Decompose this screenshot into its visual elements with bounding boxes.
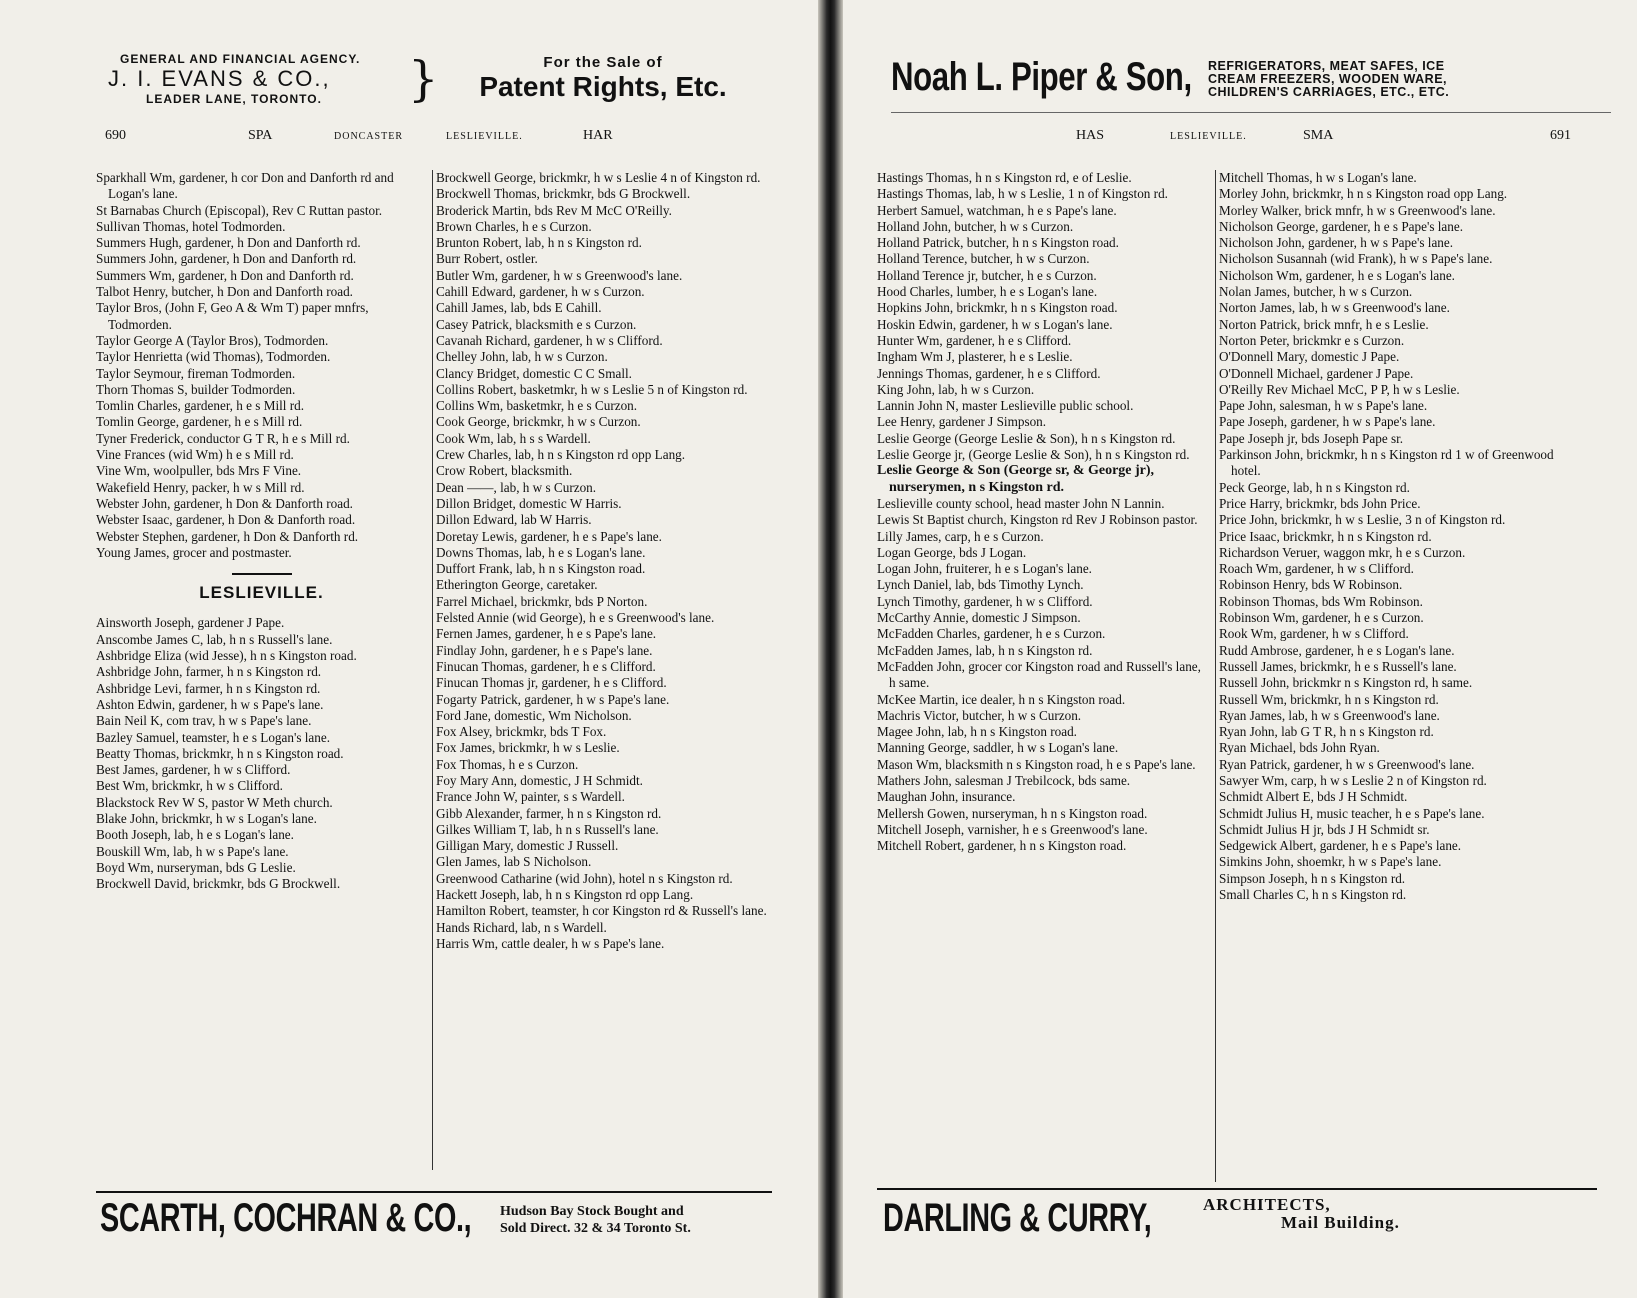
- directory-entry: Best James, gardener, h w s Clifford.: [96, 762, 291, 778]
- directory-list: [96, 170, 427, 561]
- directory-entry: Rudd Ambrose, gardener, h e s Logan's lane.: [1219, 642, 1455, 658]
- directory-entry: Holland Patrick, butcher, h n s Kingston road.: [877, 235, 1119, 251]
- directory-entry: Leslie George & Son (George sr, & George jr), nurserymen, n s Kingston rd.: [877, 463, 1155, 495]
- footer-rule: [96, 1191, 772, 1193]
- patent-rights-advertisement: [438, 54, 768, 103]
- directory-entry: Peck George, lab, h n s Kingston rd.: [1219, 479, 1410, 495]
- directory-entry: Manning George, saddler, h w s Logan's lane.: [877, 740, 1119, 756]
- directory-entry: Morley Walker, brick mnfr, h w s Greenwood's lane.: [1219, 202, 1496, 218]
- directory-entry: Felsted Annie (wid George), h e s Greenwood's lane.: [436, 610, 715, 626]
- directory-entry: Pape John, salesman, h w s Pape's lane.: [1219, 398, 1428, 414]
- directory-entry: Tomlin George, gardener, h e s Mill rd.: [96, 414, 303, 430]
- directory-entry: Magee John, lab, h n s Kingston road.: [877, 724, 1077, 740]
- directory-entry: Leslieville county school, head master John N Lannin.: [877, 495, 1165, 511]
- directory-entry: Morley John, brickmkr, h n s Kingston road opp Lang.: [1219, 186, 1508, 202]
- footer-firm-name: SCARTH, COCHRAN & CO.,: [100, 1196, 472, 1240]
- directory-entry: McCarthy Annie, domestic J Simpson.: [877, 610, 1081, 626]
- footer-tagline-line: ARCHITECTS,: [1203, 1195, 1331, 1214]
- directory-entry: Boyd Wm, nurseryman, bds G Leslie.: [96, 859, 296, 875]
- directory-entry: Schmidt Julius H jr, bds J H Schmidt sr.: [1219, 821, 1430, 837]
- directory-entry: Richardson Veruer, waggon mkr, h e s Curzon.: [1219, 544, 1466, 560]
- guide-word-start: HAS: [1076, 128, 1105, 143]
- directory-entry: St Barnabas Church (Episcopal), Rev C Ruttan pastor.: [96, 202, 383, 218]
- directory-entry: Hunter Wm, gardener, h e s Clifford.: [877, 332, 1072, 348]
- agency-title: GENERAL AND FINANCIAL AGENCY.: [120, 52, 361, 66]
- directory-entry: Fernen James, gardener, h e s Pape's lane.: [436, 626, 657, 642]
- directory-entry: Greenwood Catharine (wid John), hotel n s Kingston rd.: [436, 870, 733, 886]
- directory-entry: Logan George, bds J Logan.: [877, 544, 1027, 560]
- directory-entry: Price Isaac, brickmkr, h n s Kingston rd.: [1219, 528, 1432, 544]
- directory-entry: Schmidt Albert E, bds J H Schmidt.: [1219, 789, 1408, 805]
- left-page-column-2: [436, 170, 772, 952]
- directory-entry: Price John, brickmkr, h w s Leslie, 3 n of Kingston rd.: [1219, 512, 1506, 528]
- directory-entry: Russell Wm, brickmkr, h n s Kingston rd.: [1219, 691, 1439, 707]
- directory-entry: Downs Thomas, lab, h e s Logan's lane.: [436, 544, 646, 560]
- directory-entry: Ryan Patrick, gardener, h w s Greenwood's lane.: [1219, 756, 1475, 772]
- directory-entry: Logan John, fruiterer, h e s Logan's lane.: [877, 561, 1092, 577]
- directory-entry: Hastings Thomas, h n s Kingston rd, e of Leslie.: [877, 170, 1132, 185]
- directory-list: [96, 615, 427, 892]
- directory-entry: Hoskin Edwin, gardener, h w s Logan's lane.: [877, 316, 1113, 332]
- directory-entry: Lilly James, carp, h e s Curzon.: [877, 528, 1044, 544]
- directory-entry: Glen James, lab S Nicholson.: [436, 854, 592, 870]
- directory-entry: Herbert Samuel, watchman, h e s Pape's lane.: [877, 202, 1117, 218]
- directory-entry: Holland Terence jr, butcher, h e s Curzon.: [877, 267, 1097, 283]
- directory-entry: Parkinson John, brickmkr, h n s Kingston rd 1 w of Greenwood hotel.: [1219, 447, 1554, 479]
- directory-entry: Burr Robert, ostler.: [436, 251, 538, 267]
- piper-firm-name: Noah L. Piper & Son,: [891, 55, 1192, 99]
- directory-entry: Price Harry, brickmkr, bds John Price.: [1219, 495, 1421, 511]
- directory-entry: McFadden Charles, gardener, h e s Curzon.: [877, 626, 1106, 642]
- directory-entry: Schmidt Julius H, music teacher, h e s Pape's lane.: [1219, 805, 1485, 821]
- left-page-column-1: [96, 170, 427, 892]
- directory-entry: Lee Henry, gardener J Simpson.: [877, 414, 1047, 430]
- directory-entry: Collins Wm, basketmkr, h e s Curzon.: [436, 398, 638, 414]
- directory-entry: Finucan Thomas jr, gardener, h e s Clifford.: [436, 675, 667, 691]
- footer-rule: [877, 1188, 1597, 1190]
- directory-entry: Jennings Thomas, gardener, h e s Clifford.: [877, 365, 1101, 381]
- directory-entry: Cavanah Richard, gardener, h w s Clifford.: [436, 332, 663, 348]
- directory-entry: Chelley John, lab, h w s Curzon.: [436, 349, 608, 365]
- directory-entry: Webster Stephen, gardener, h Don & Danforth rd.: [96, 528, 359, 544]
- directory-entry: Hopkins John, brickmkr, h n s Kingston road.: [877, 300, 1118, 316]
- footer-tagline-line: Mail Building.: [1281, 1213, 1400, 1232]
- directory-entry: Maughan John, insurance.: [877, 789, 1016, 805]
- agency-address: LEADER LANE, TORONTO.: [146, 92, 322, 106]
- guide-word-start: SPA: [248, 128, 273, 143]
- piper-goods: [1208, 60, 1449, 99]
- footer-tagline-line: Sold Direct. 32 & 34 Toronto St.: [500, 1221, 691, 1236]
- directory-entry: Ingham Wm J, plasterer, h e s Leslie.: [877, 349, 1073, 365]
- directory-entry: Ryan John, lab G T R, h n s Kingston rd.: [1219, 724, 1434, 740]
- directory-entry: Taylor Bros, (John F, Geo A & Wm T) paper mnfrs, Todmorden.: [96, 300, 369, 332]
- directory-entry: Booth Joseph, lab, h e s Logan's lane.: [96, 827, 294, 843]
- directory-entry: Broderick Martin, bds Rev M McC O'Reilly.: [436, 202, 672, 218]
- directory-entry: Ryan Michael, bds John Ryan.: [1219, 740, 1380, 756]
- section-divider: [232, 573, 292, 575]
- footer-firm-name: DARLING & CURRY,: [883, 1196, 1152, 1240]
- directory-entry: Russell John, brickmkr n s Kingston rd, h same.: [1219, 675, 1473, 691]
- page-number: 690: [105, 128, 126, 143]
- directory-entry: Robinson Thomas, bds Wm Robinson.: [1219, 593, 1423, 609]
- directory-entry: Sullivan Thomas, hotel Todmorden.: [96, 218, 286, 234]
- directory-entry: Beatty Thomas, brickmkr, h n s Kingston road.: [96, 745, 344, 761]
- directory-entry: Hastings Thomas, lab, h w s Leslie, 1 n of Kingston rd.: [877, 186, 1168, 202]
- directory-entry: Butler Wm, gardener, h w s Greenwood's lane.: [436, 267, 683, 283]
- directory-entry: Pape Joseph jr, bds Joseph Pape sr.: [1219, 430, 1404, 446]
- directory-entry: Ainsworth Joseph, gardener J Pape.: [96, 615, 285, 631]
- directory-entry: Findlay John, gardener, h e s Pape's lane.: [436, 642, 653, 658]
- directory-entry: Anscombe James C, lab, h n s Russell's lane.: [96, 631, 333, 647]
- directory-entry: Finucan Thomas, gardener, h e s Clifford.: [436, 658, 656, 674]
- directory-entry: Roach Wm, gardener, h w s Clifford.: [1219, 561, 1414, 577]
- directory-entry: Norton Patrick, brick mnfr, h e s Leslie.: [1219, 316, 1429, 332]
- directory-entry: Small Charles C, h n s Kingston rd.: [1219, 887, 1407, 903]
- directory-entry: Nicholson John, gardener, h w s Pape's lane.: [1219, 235, 1454, 251]
- directory-entry: Mason Wm, blacksmith n s Kingston road, h e s Pape's lane.: [877, 756, 1196, 772]
- directory-entry: Bazley Samuel, teamster, h e s Logan's lane.: [96, 729, 331, 745]
- directory-entry: Ford Jane, domestic, Wm Nicholson.: [436, 707, 632, 723]
- column-divider: [1215, 170, 1216, 1182]
- directory-entry: Simkins John, shoemkr, h w s Pape's lane.: [1219, 854, 1442, 870]
- directory-entry: Best Wm, brickmkr, h w s Clifford.: [96, 778, 283, 794]
- directory-entry: Brockwell George, brickmkr, h w s Leslie 4 n of Kingston rd.: [436, 170, 761, 185]
- directory-entry: Sawyer Wm, carp, h w s Leslie 2 n of Kingston rd.: [1219, 772, 1487, 788]
- right-page: [843, 0, 1637, 1298]
- directory-entry: Cook George, brickmkr, h w s Curzon.: [436, 414, 641, 430]
- directory-entry: Leslie George jr, (George Leslie & Son), h n s Kingston rd.: [877, 447, 1190, 463]
- right-page-column-1: [877, 170, 1210, 854]
- directory-entry: Tomlin Charles, gardener, h e s Mill rd.: [96, 398, 305, 414]
- directory-entry: Collins Robert, basketmkr, h w s Leslie 5 n of Kingston rd.: [436, 381, 748, 397]
- directory-entry: Taylor Seymour, fireman Todmorden.: [96, 365, 296, 381]
- directory-entry: Vine Wm, woolpuller, bds Mrs F Vine.: [96, 463, 302, 479]
- directory-entry: Fogarty Patrick, gardener, h w s Pape's lane.: [436, 691, 670, 707]
- directory-entry: O'Donnell Mary, domestic J Pape.: [1219, 349, 1400, 365]
- directory-entry: Dillon Edward, lab W Harris.: [436, 512, 592, 528]
- directory-entry: Gilkes William T, lab, h n s Russell's lane.: [436, 821, 659, 837]
- running-head: [843, 128, 1637, 150]
- guide-locality: LESLIEVILLE.: [446, 131, 523, 142]
- directory-entry: Pape Joseph, gardener, h w s Pape's lane.: [1219, 414, 1436, 430]
- directory-entry: Gibb Alexander, farmer, h n s Kingston rd.: [436, 805, 662, 821]
- directory-entry: Lynch Timothy, gardener, h w s Clifford.: [877, 593, 1093, 609]
- footer-tagline: [1203, 1196, 1400, 1232]
- directory-entry: Blackstock Rev W S, pastor W Meth church.: [96, 794, 333, 810]
- directory-entry: O'Reilly Rev Michael McC, P P, h w s Leslie.: [1219, 381, 1460, 397]
- directory-entry: Farrel Michael, brickmkr, bds P Norton.: [436, 593, 648, 609]
- directory-entry: Harris Wm, cattle dealer, h w s Pape's lane.: [436, 935, 665, 951]
- header-rule: [891, 112, 1611, 113]
- directory-entry: Webster John, gardener, h Don & Danforth road.: [96, 495, 353, 511]
- sale-line: For the Sale of: [543, 54, 663, 71]
- directory-entry: McFadden James, lab, h n s Kingston rd.: [877, 642, 1093, 658]
- directory-entry: Mitchell Joseph, varnisher, h e s Greenwood's lane.: [877, 821, 1148, 837]
- directory-entry: Talbot Henry, butcher, h Don and Danforth road.: [96, 284, 353, 300]
- directory-entry: Blake John, brickmkr, h w s Logan's lane.: [96, 810, 317, 826]
- directory-entry: Foy Mary Ann, domestic, J H Schmidt.: [436, 772, 643, 788]
- book-gutter: [818, 0, 843, 1298]
- guide-word-end: HAR: [583, 128, 613, 143]
- directory-entry: Mathers John, salesman J Trebilcock, bds same.: [877, 772, 1131, 788]
- directory-entry: Norton Peter, brickmkr e s Curzon.: [1219, 332, 1405, 348]
- directory-entry: Ryan James, lab, h w s Greenwood's lane.: [1219, 707, 1440, 723]
- directory-entry: Sedgewick Albert, gardener, h e s Pape's lane.: [1219, 838, 1462, 854]
- footer-tagline: [500, 1203, 691, 1237]
- directory-entry: Mitchell Thomas, h w s Logan's lane.: [1219, 170, 1417, 185]
- directory-entry: Holland John, butcher, h w s Curzon.: [877, 218, 1074, 234]
- directory-entry: Clancy Bridget, domestic C C Small.: [436, 365, 632, 381]
- directory-entry: Russell James, brickmkr, h e s Russell's lane.: [1219, 658, 1457, 674]
- directory-entry: O'Donnell Michael, gardener J Pape.: [1219, 365, 1414, 381]
- piper-goods-line: REFRIGERATORS, MEAT SAFES, ICE: [1208, 59, 1445, 73]
- directory-entry: Cahill Edward, gardener, h w s Curzon.: [436, 284, 645, 300]
- directory-entry: McFadden John, grocer cor Kingston road and Russell's lane, h same.: [877, 658, 1201, 691]
- directory-entry: Hands Richard, lab, n s Wardell.: [436, 919, 607, 935]
- directory-entry: Hood Charles, lumber, h e s Logan's lane.: [877, 284, 1098, 300]
- directory-entry: Brown Charles, h e s Curzon.: [436, 218, 592, 234]
- column-divider: [432, 170, 433, 1170]
- directory-entry: Dillon Bridget, domestic W Harris.: [436, 495, 622, 511]
- directory-entry: Rook Wm, gardener, h w s Clifford.: [1219, 626, 1409, 642]
- left-page: [0, 0, 818, 1298]
- directory-entry: Vine Frances (wid Wm) h e s Mill rd.: [96, 447, 294, 463]
- piper-goods-line: CREAM FREEZERS, WOODEN WARE,: [1208, 72, 1448, 86]
- directory-entry: Ashbridge John, farmer, h n s Kingston rd.: [96, 664, 322, 680]
- directory-entry: Fox Thomas, h e s Curzon.: [436, 756, 579, 772]
- directory-entry: Nicholson Wm, gardener, h e s Logan's lane.: [1219, 267, 1455, 283]
- page-number: 691: [1550, 128, 1571, 143]
- directory-entry: Ashbridge Levi, farmer, h n s Kingston rd.: [96, 680, 321, 696]
- brace-ornament: }: [408, 51, 439, 107]
- directory-entry: Norton James, lab, h w s Greenwood's lane.: [1219, 300, 1450, 316]
- patent-rights-heading: Patent Rights, Etc.: [479, 71, 727, 102]
- directory-entry: Nicholson Susannah (wid Frank), h w s Pape's lane.: [1219, 251, 1493, 267]
- directory-entry: Mitchell Robert, gardener, h n s Kingston road.: [877, 838, 1127, 854]
- directory-entry: Hackett Joseph, lab, h n s Kingston rd opp Lang.: [436, 887, 694, 903]
- directory-entry: Holland Terence, butcher, h w s Curzon.: [877, 251, 1090, 267]
- running-head: [0, 128, 818, 150]
- directory-entry: Young James, grocer and postmaster.: [96, 544, 292, 560]
- directory-entry: Duffort Frank, lab, h n s Kingston road.: [436, 561, 646, 577]
- directory-entry: Nicholson George, gardener, h e s Pape's lane.: [1219, 218, 1464, 234]
- directory-entry: Ashbridge Eliza (wid Jesse), h n s Kingston road.: [96, 648, 357, 664]
- directory-entry: Lewis St Baptist church, Kingston rd Rev J Robinson pastor.: [877, 512, 1198, 528]
- directory-entry: Summers Wm, gardener, h Don and Danforth rd.: [96, 267, 354, 283]
- directory-entry: Machris Victor, butcher, h w s Curzon.: [877, 707, 1082, 723]
- directory-entry: McKee Martin, ice dealer, h n s Kingston road.: [877, 691, 1126, 707]
- directory-entry: Mellersh Gowen, nurseryman, h n s Kingston road.: [877, 805, 1148, 821]
- directory-entry: Bouskill Wm, lab, h w s Pape's lane.: [96, 843, 289, 859]
- directory-entry: Ashton Edwin, gardener, h w s Pape's lane.: [96, 696, 324, 712]
- guide-locality: DONCASTER: [334, 131, 404, 142]
- directory-entry: Crow Robert, blacksmith.: [436, 463, 573, 479]
- directory-entry: Sparkhall Wm, gardener, h cor Don and Danforth rd and Logan's lane.: [96, 170, 394, 202]
- directory-entry: Crew Charles, lab, h n s Kingston rd opp Lang.: [436, 447, 686, 463]
- footer-tagline-line: Hudson Bay Stock Bought and: [500, 1204, 684, 1219]
- directory-entry: Robinson Wm, gardener, h e s Curzon.: [1219, 610, 1424, 626]
- directory-entry: Tyner Frederick, conductor G T R, h e s Mill rd.: [96, 430, 350, 446]
- directory-entry: Wakefield Henry, packer, h w s Mill rd.: [96, 479, 305, 495]
- section-heading: LESLIEVILLE.: [199, 583, 324, 603]
- directory-entry: Nolan James, butcher, h w s Curzon.: [1219, 284, 1413, 300]
- agency-advertisement: [108, 52, 408, 106]
- directory-entry: Leslie George (George Leslie & Son), h n s Kingston rd.: [877, 430, 1176, 446]
- directory-entry: Dean ——, lab, h w s Curzon.: [436, 479, 597, 495]
- directory-entry: Webster Isaac, gardener, h Don & Danforth road.: [96, 512, 356, 528]
- directory-entry: Taylor Henrietta (wid Thomas), Todmorden.: [96, 349, 331, 365]
- directory-entry: Etherington George, caretaker.: [436, 577, 598, 593]
- directory-entry: Taylor George A (Taylor Bros), Todmorden.: [96, 332, 329, 348]
- directory-entry: Simpson Joseph, h n s Kingston rd.: [1219, 870, 1406, 886]
- guide-word-end: SMA: [1303, 128, 1334, 143]
- right-page-column-2: [1219, 170, 1564, 903]
- directory-entry: Bain Neil K, com trav, h w s Pape's lane.: [96, 713, 312, 729]
- directory-entry: Casey Patrick, blacksmith e s Curzon.: [436, 316, 637, 332]
- directory-entry: Gilligan Mary, domestic J Russell.: [436, 838, 619, 854]
- directory-entry: Lynch Daniel, lab, bds Timothy Lynch.: [877, 577, 1084, 593]
- directory-entry: Robinson Henry, bds W Robinson.: [1219, 577, 1403, 593]
- directory-entry: Fox James, brickmkr, h w s Leslie.: [436, 740, 620, 756]
- directory-entry: Lannin John N, master Leslieville public school.: [877, 398, 1134, 414]
- directory-entry: Brunton Robert, lab, h n s Kingston rd.: [436, 235, 642, 251]
- directory-entry: Cahill James, lab, bds E Cahill.: [436, 300, 602, 316]
- directory-entry: Doretay Lewis, gardener, h e s Pape's lane.: [436, 528, 662, 544]
- directory-entry: Hamilton Robert, teamster, h cor Kingston rd & Russell's lane.: [436, 903, 767, 919]
- piper-goods-line: CHILDREN'S CARRIAGES, ETC., ETC.: [1208, 85, 1450, 99]
- directory-entry: Brockwell David, brickmkr, bds G Brockwell.: [96, 876, 341, 892]
- directory-entry: Fox Alsey, brickmkr, bds T Fox.: [436, 724, 607, 740]
- directory-entry: Brockwell Thomas, brickmkr, bds G Brockwell.: [436, 186, 691, 202]
- directory-entry: Cook Wm, lab, h s s Wardell.: [436, 430, 591, 446]
- directory-entry: France John W, painter, s s Wardell.: [436, 789, 625, 805]
- agency-name: J. I. EVANS & CO.,: [108, 66, 331, 91]
- directory-entry: Summers John, gardener, h Don and Danforth rd.: [96, 251, 357, 267]
- directory-entry: King John, lab, h w s Curzon.: [877, 381, 1035, 397]
- directory-entry: Summers Hugh, gardener, h Don and Danforth rd.: [96, 235, 361, 251]
- guide-locality: LESLIEVILLE.: [1170, 131, 1247, 142]
- directory-entry: Thorn Thomas S, builder Todmorden.: [96, 381, 296, 397]
